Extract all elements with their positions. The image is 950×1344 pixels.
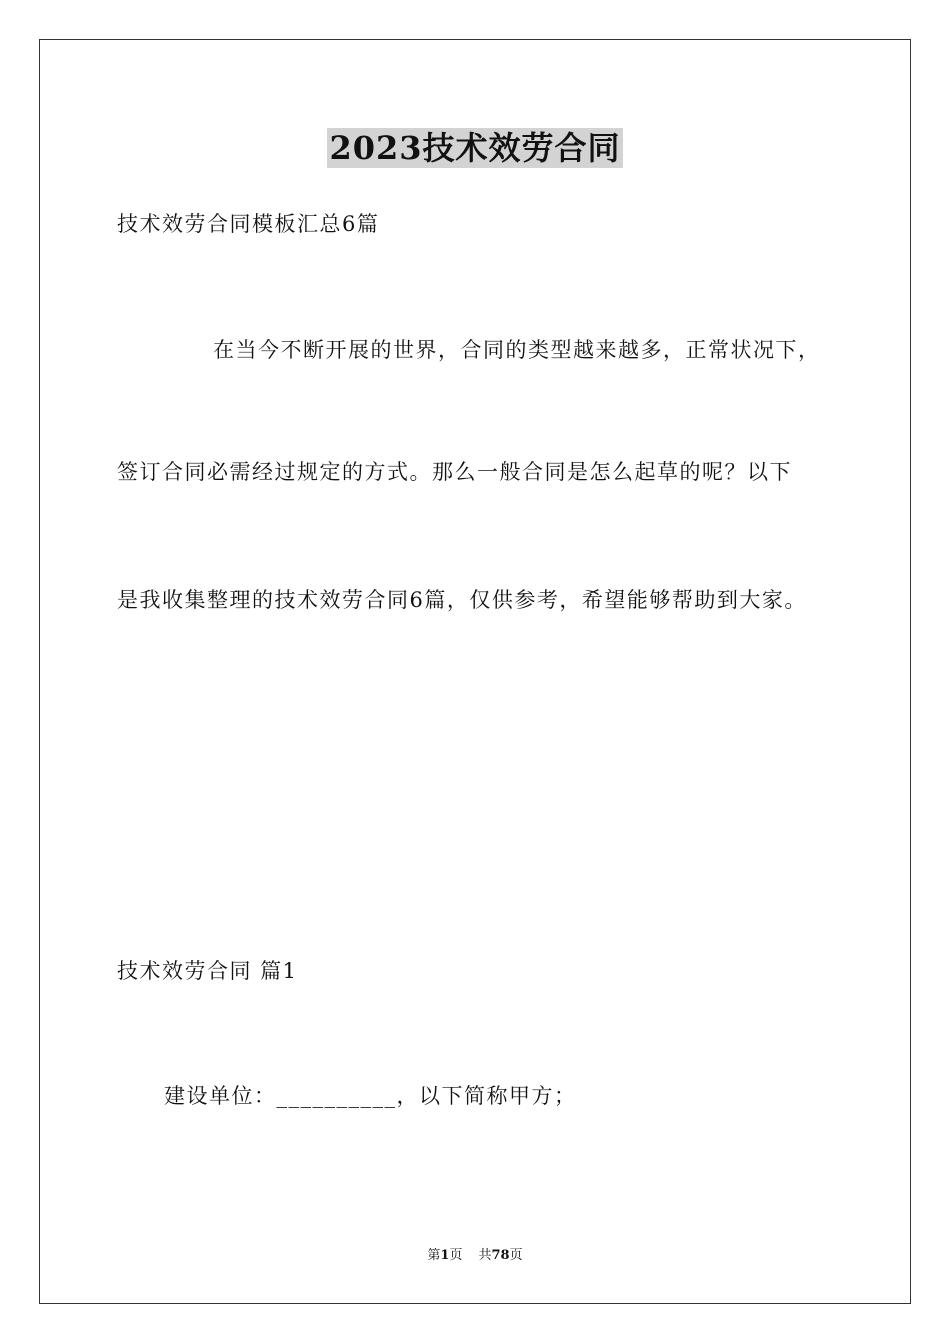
- footer-page-prefix: 第: [427, 1248, 441, 1263]
- page-footer: [0, 1247, 950, 1265]
- footer-page-number: 1: [440, 1248, 450, 1263]
- title-container: [0, 128, 950, 168]
- intro-line-2: 签订合同必需经过规定的方式。那么一般合同是怎么起草的呢？以下: [117, 460, 792, 484]
- document-subtitle: 技术效劳合同模板汇总6篇: [117, 212, 380, 236]
- document-title: 2023技术效劳合同: [329, 129, 621, 167]
- clause-party-a: 建设单位：__________，以下简称甲方；: [164, 1084, 577, 1108]
- intro-line-1: 在当今不断开展的世界，合同的类型越来越多，正常状况下，: [213, 338, 821, 362]
- footer-total-pages: 78: [491, 1248, 510, 1263]
- footer-page-suffix: 页: [449, 1248, 463, 1263]
- footer-total-suffix: 页: [509, 1248, 523, 1263]
- section-heading: 技术效劳合同 篇1: [117, 959, 298, 983]
- footer-total-prefix: 共: [478, 1248, 492, 1263]
- intro-line-3: 是我收集整理的技术效劳合同6篇，仅供参考，希望能够帮助到大家。: [117, 588, 807, 612]
